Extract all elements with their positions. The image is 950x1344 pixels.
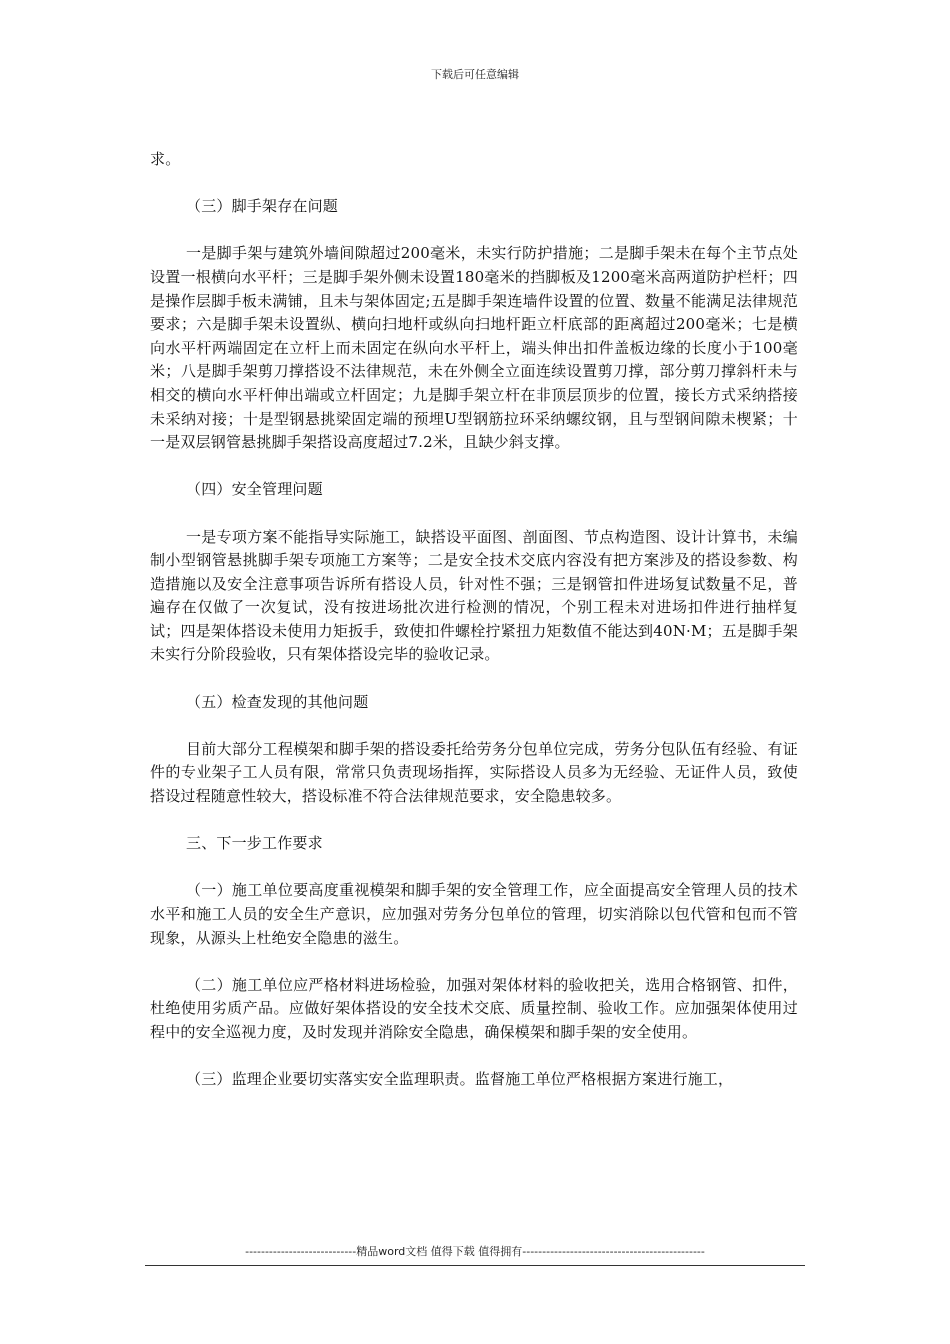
- paragraph-requirement-2: （二）施工单位应严格材料进场检验，加强对架体材料的验收把关，选用合格钢管、扣件，杜绝使用劣质产品。应做好架体搭设的安全技术交底、质量控制、验收工作。应加强架体使用过程中的安全巡视力度，及时发现并消除安全隐患，确保模架和脚手架的安全使用。: [150, 975, 798, 1041]
- paragraph-requirement-3: （三）监理企业要切实落实安全监理职责。监督施工单位严格根据方案进行施工，: [186, 1070, 734, 1089]
- section-heading-safety-management: （四）安全管理问题: [186, 480, 323, 499]
- section-heading-scaffold-problems: （三）脚手架存在问题: [186, 197, 339, 216]
- paragraph-continuation: 求。: [150, 150, 181, 168]
- page-header: 下载后可任意编辑: [431, 68, 519, 81]
- section-heading-next-steps: 三、下一步工作要求: [186, 834, 323, 853]
- page-footer: ----------------------------精品word文档 值得下载 值得拥有----------------------------------------------: [145, 1243, 805, 1266]
- document-body: [150, 148, 798, 1092]
- paragraph-requirement-1: （一）施工单位要高度重视模架和脚手架的安全管理工作，应全面提高安全管理人员的技术水平和施工人员的安全生产意识，应加强对劳务分包单位的管理，切实消除以包代管和包而不管现象，从源头上杜绝安全隐患的滋生。: [150, 881, 798, 947]
- section-heading-other-problems: （五）检查发现的其他问题: [186, 692, 369, 711]
- paragraph-other-problems: 目前大部分工程模架和脚手架的搭设委托给劳务分包单位完成，劳务分包队伍有经验、有证件的专业架子工人员有限，常常只负责现场指挥，实际搭设人员多为无经验、无证件人员，致使搭设过程随意性较大，搭设标准不符合法律规范要求，安全隐患较多。: [150, 739, 798, 806]
- paragraph-safety-management: 一是专项方案不能指导实际施工，缺搭设平面图、剖面图、节点构造图、设计计算书，未编制小型钢管悬挑脚手架专项施工方案等；二是安全技术交底内容没有把方案涉及的搭设参数、构造措施以及安全注意事项告诉所有搭设人员，针对性不强；三是钢管扣件进场复试数量不足，普遍存在仅做了一次复试，没有按进场批次进行检测的情况，个别工程未对进场扣件进行抽样复试；四是架体搭设未使用力矩扳手，致使扣件螺栓拧紧扭力矩数值不能达到40N·M；五是脚手架未实行分阶段验收，只有架体搭设完毕的验收记录。: [150, 527, 798, 664]
- paragraph-scaffold-problems: 一是脚手架与建筑外墙间隙超过200毫米，未实行防护措施；二是脚手架未在每个主节点处设置一根横向水平杆；三是脚手架外侧未设置180毫米的挡脚板及1200毫米高两道防护栏杆；四是操作层脚手板未满铺，且未与架体固定;五是脚手架连墙件设置的位置、数量不能满足法律规范要求；六是脚手架未设置纵、横向扫地杆或纵向扫地杆距立杆底部的距离超过200毫米；七是横向水平杆两端固定在立杆上而未固定在纵向水平杆上，端头伸出扣件盖板边缘的长度小于100毫米；八是脚手架剪刀撑搭设不法律规范，未在外侧全立面连续设置剪刀撑，部分剪刀撑斜杆未与相交的横向水平杆伸出端或立杆固定；九是脚手架立杆在非顶层顶步的位置，接长方式采纳搭接未采纳对接；十是型钢悬挑梁固定端的预埋U型钢筋拉环采纳螺纹钢，且与型钢间隙未楔紧；十一是双层钢管悬挑脚手架搭设高度超过7.2米，且缺少斜支撑。: [150, 244, 798, 452]
